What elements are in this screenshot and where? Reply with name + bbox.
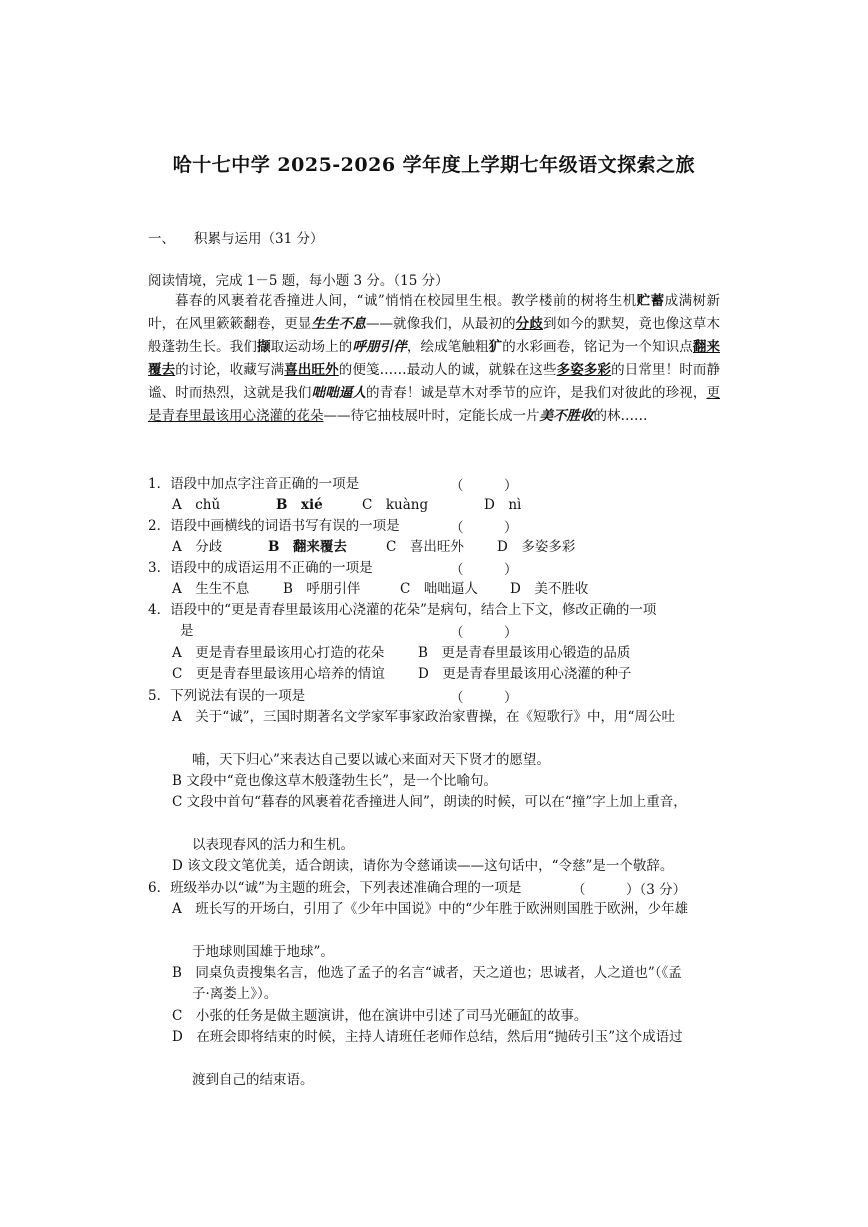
option-a-cont: 哺，天下归心”来表达自己要以诚心来面对天下贤才的愿望。 — [192, 752, 550, 768]
reading-instructions: 阅读情境，完成 1－5 题，每小题 3 分。（15 分） — [148, 273, 449, 289]
passage-text: 成满树新叶，在风里簌簌翻卷，更显 — [148, 293, 721, 332]
option-a-cont: 于地球则国雄于地球”。 — [192, 944, 334, 960]
option-d: D 该文段文笔优美，适合朗读，请你为令慈诵读——这句话中，“令慈”是一个敬辞。 — [172, 858, 674, 874]
idiom-word: 呼朋引伴 — [352, 339, 407, 355]
answer-blank: （ ） — [450, 625, 518, 641]
option-c: C 喜出旺外 — [386, 539, 464, 555]
section-number: 一、 — [148, 231, 175, 247]
question-2-stem: 2．语段中画横线的词语书写有误的一项是 — [148, 518, 400, 534]
option-b-cont: 子·离娄上》）。 — [192, 986, 278, 1002]
passage-text: 的林…… — [593, 408, 648, 424]
option-b: B 同桌负责搜集名言，他选了孟子的名言“诚者，天之道也；思诚者，人之道也”（《孟 — [172, 965, 682, 981]
exam-title: 哈十七中学 2025-2026 学年度上学期七年级语文探索之旅 — [172, 154, 696, 176]
option-b: B 呼朋引伴 — [283, 581, 361, 597]
question-3-stem: 3．语段中的成语运用不正确的一项是 — [148, 560, 373, 576]
idiom-word: 生生不息 — [311, 316, 366, 332]
option-b: B 文段中“竟也像这草木般蓬勃生长”，是一个比喻句。 — [172, 773, 498, 789]
option-c: C 小张的任务是做主题演讲，他在演讲中引述了司马光砸缸的故事。 — [172, 1008, 588, 1024]
dotted-word: 贮蓄 — [636, 293, 665, 309]
passage-text: 的讨论，收藏写满 — [175, 362, 285, 378]
passage-text: ，绘成笔触粗 — [406, 339, 489, 355]
underlined-word: 多姿多彩 — [556, 362, 612, 378]
passage-text: ——待它抽枝展叶时，定能长成一片 — [323, 408, 540, 424]
option-a: A 生生不息 — [172, 581, 250, 597]
passage-text: 的水彩画卷，铭记为一个知识点 — [502, 339, 693, 355]
answer-blank: （ ） — [450, 478, 518, 494]
passage-text: 取运动场上的 — [270, 339, 353, 355]
option-d: D 美不胜收 — [510, 581, 589, 597]
option-c: C kuàng — [362, 497, 429, 513]
option-d: D 多姿多彩 — [497, 539, 576, 555]
passage-text: 的日常里！时而静谧、时而热烈，这就是我们 — [148, 362, 720, 401]
section-label: 积累与运用（31 分） — [194, 231, 324, 247]
option-c: C 更是青春里最该用心培养的情谊 — [172, 666, 385, 682]
answer-blank: （ ）（3 分） — [572, 882, 687, 898]
answer-blank: （ ） — [450, 562, 518, 578]
question-1-stem: 1．语段中加点字注音正确的一项是 — [148, 476, 360, 492]
reading-passage — [148, 290, 720, 428]
option-d: D nì — [484, 497, 522, 513]
underlined-word: 分歧 — [515, 316, 543, 332]
dotted-word: 撷 — [256, 339, 271, 355]
option-a: A 班长写的开场白，引用了《少年中国说》中的“少年胜于欧洲则国胜于欧洲，少年雄 — [172, 901, 689, 917]
option-c: C 咄咄逼人 — [400, 581, 478, 597]
section-heading — [148, 227, 323, 247]
option-a: A 更是青春里最该用心打造的花朵 — [172, 645, 385, 661]
answer-blank: （ ） — [450, 690, 518, 706]
option-b: B xié — [276, 497, 323, 513]
option-c: C 文段中首句“暮春的风裹着花香撞进人间”，朗读的时候，可以在“撞”字上加上重音， — [172, 794, 687, 810]
option-d-cont: 渡到自己的结束语。 — [192, 1072, 314, 1088]
question-5-stem: 5．下列说法有误的一项是 — [148, 688, 306, 704]
option-d: D 更是青春里最该用心浇灌的种子 — [418, 666, 632, 682]
option-a: A chǔ — [172, 497, 221, 513]
idiom-word: 咄咄逼人 — [311, 385, 366, 401]
question-6-stem: 6．班级举办以“诚”为主题的班会，下列表述准确合理的一项是 — [148, 880, 522, 896]
passage-text: 暮春的风裹着花香撞进人间，“诚”悄悄在校园里生根。教学楼前的树将生机 — [175, 293, 637, 309]
option-b: B 翻来覆去 — [268, 539, 347, 555]
passage-text: 到如今的默契，竟也像这草木般蓬勃生长。我们 — [148, 316, 720, 355]
passage-text: 的青春！诚是草木对季节的应许，是我们对彼此的珍视， — [365, 385, 707, 401]
question-4-stem: 4．语段中的“更是青春里最该用心浇灌的花朵”是病句，结合上下文，修改正确的一项 — [148, 602, 657, 618]
answer-blank: （ ） — [450, 520, 518, 536]
option-b: B 更是青春里最该用心锻造的品质 — [418, 645, 631, 661]
sick-sentence: 更是青春里最该用心浇灌的花朵 — [148, 385, 721, 424]
option-a: A 分歧 — [172, 539, 223, 555]
question-4-stem-cont: 是 — [180, 623, 194, 639]
option-c-cont: 以表现春风的活力和生机。 — [192, 837, 354, 853]
passage-text: 的便笺……最动人的诚，就躲在这些 — [338, 362, 557, 378]
passage-text: ——就像我们，从最初的 — [366, 316, 516, 332]
underlined-word: 喜出旺外 — [284, 362, 339, 378]
underlined-word: 翻来覆去 — [148, 339, 721, 378]
option-d: D 在班会即将结束的时候，主持人请班任老师作总结，然后用“抛砖引玉”这个成语过 — [172, 1029, 683, 1045]
idiom-word: 美不胜收 — [539, 408, 594, 424]
option-a: A 关于“诚”，三国时期著名文学家军事家政治家曹操，在《短歌行》中，用“周公吐 — [172, 709, 675, 725]
dotted-word: 犷 — [488, 339, 503, 355]
